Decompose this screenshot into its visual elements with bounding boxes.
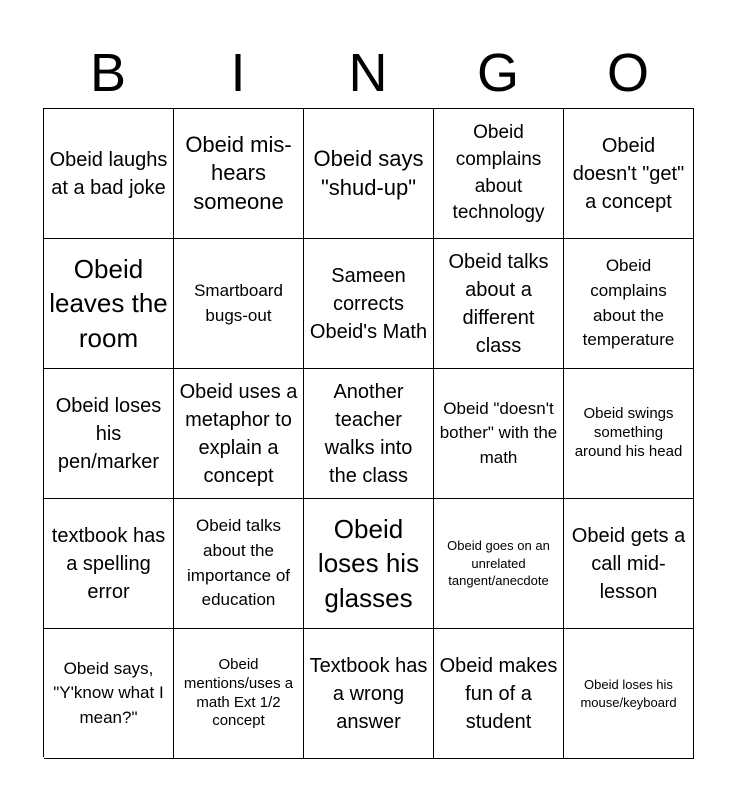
header-letter-i: I <box>230 43 246 103</box>
bingo-header <box>43 38 693 108</box>
bingo-cell-r2-c2[interactable]: Smartboard bugs-out <box>174 239 304 369</box>
bingo-cell-r1-c3[interactable]: Obeid says "shud-up" <box>304 109 434 239</box>
bingo-cell-r2-c5[interactable]: Obeid complains about the temperature <box>564 239 694 369</box>
bingo-cell-r3-c2[interactable]: Obeid uses a metaphor to explain a concept <box>174 369 304 499</box>
bingo-cell-r2-c1[interactable]: Obeid leaves the room <box>44 239 174 369</box>
bingo-cell-r5-c2[interactable]: Obeid mentions/uses a math Ext 1/2 concept <box>174 629 304 759</box>
bingo-cell-r5-c3[interactable]: Textbook has a wrong answer <box>304 629 434 759</box>
bingo-cell-r1-c2[interactable]: Obeid mis-hears someone <box>174 109 304 239</box>
bingo-cell-r2-c4[interactable]: Obeid talks about a different class <box>434 239 564 369</box>
bingo-cell-r2-c3[interactable]: Sameen corrects Obeid's Math <box>304 239 434 369</box>
header-letter-o: O <box>606 43 649 103</box>
bingo-cell-r3-c1[interactable]: Obeid loses his pen/marker <box>44 369 174 499</box>
bingo-cell-r4-c1[interactable]: textbook has a spelling error <box>44 499 174 629</box>
bingo-cell-r5-c4[interactable]: Obeid makes fun of a student <box>434 629 564 759</box>
bingo-cell-r1-c4[interactable]: Obeid complains about technology <box>434 109 564 239</box>
header-letter-n: N <box>348 43 388 103</box>
header-letter-b: B <box>89 43 127 103</box>
bingo-cell-r1-c5[interactable]: Obeid doesn't "get" a concept <box>564 109 694 239</box>
header-letter-g: G <box>476 43 519 103</box>
bingo-cell-r5-c5[interactable]: Obeid loses his mouse/keyboard <box>564 629 694 759</box>
bingo-cell-r4-c2[interactable]: Obeid talks about the importance of education <box>174 499 304 629</box>
bingo-cell-r3-c4[interactable]: Obeid "doesn't bother" with the math <box>434 369 564 499</box>
bingo-cell-r4-c3[interactable]: Obeid loses his glasses <box>304 499 434 629</box>
bingo-cell-r3-c3[interactable]: Another teacher walks into the class <box>304 369 434 499</box>
bingo-board <box>43 108 694 757</box>
bingo-cell-r4-c5[interactable]: Obeid gets a call mid-lesson <box>564 499 694 629</box>
bingo-cell-r3-c5[interactable]: Obeid swings something around his head <box>564 369 694 499</box>
bingo-cell-r1-c1[interactable]: Obeid laughs at a bad joke <box>44 109 174 239</box>
bingo-cell-r4-c4[interactable]: Obeid goes on an unrelated tangent/anecdote <box>434 499 564 629</box>
bingo-cell-r5-c1[interactable]: Obeid says, "Y'know what I mean?" <box>44 629 174 759</box>
